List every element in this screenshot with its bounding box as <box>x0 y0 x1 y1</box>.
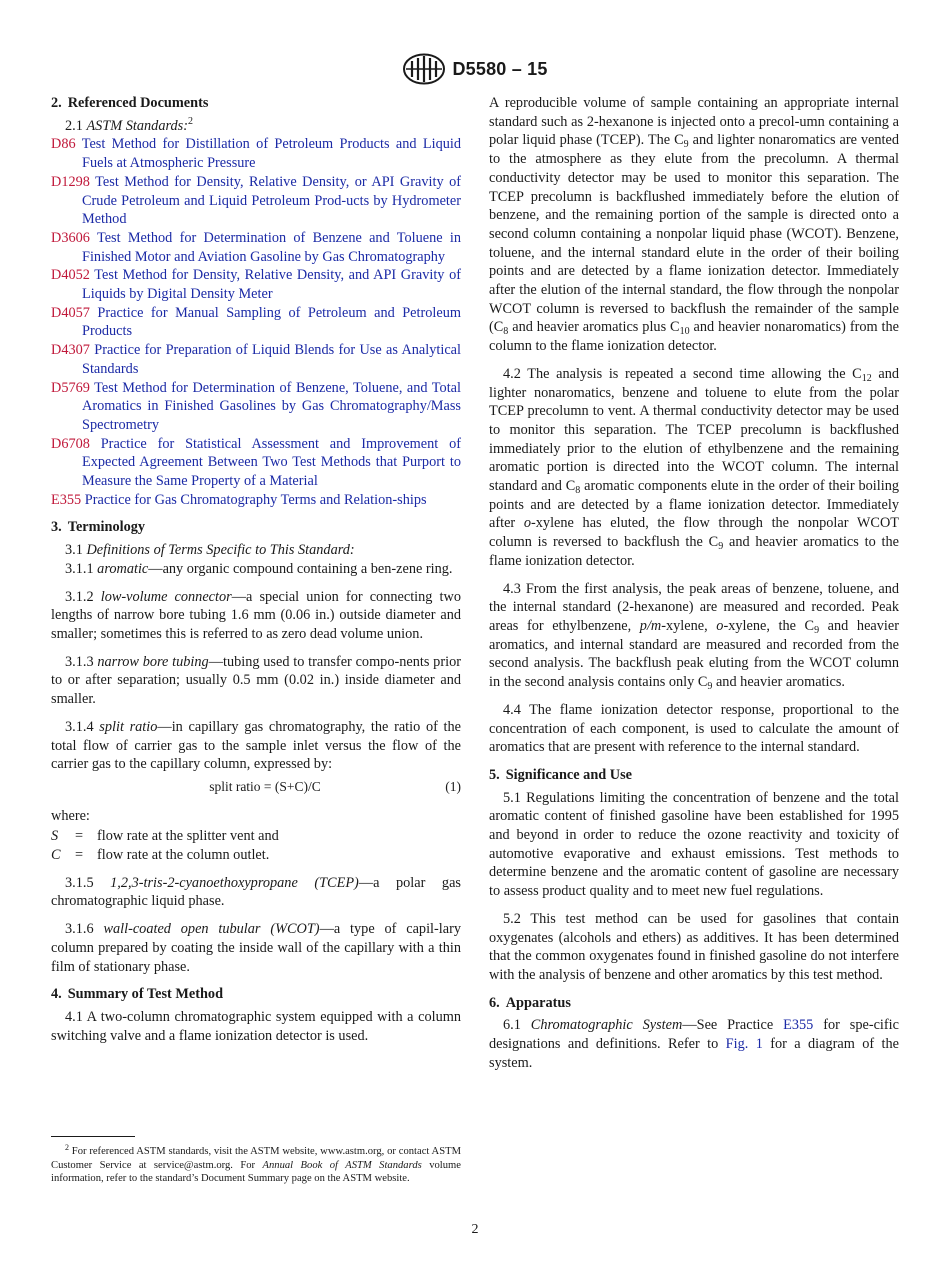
reference-item[interactable] <box>51 341 461 378</box>
paragraph-5-1: 5.1 Regulations limiting the concentration of benzene and the total aromatic content of finished gasoline have been established for 1995 and beyond in order to reduce the ozone reactivity and toxicity of automotive evaporative and exhaust emissions. Test methods to determine benzene and the aromatic content of gasoline are necessary to assess product quality and to meet new fuel regulations. <box>489 789 900 900</box>
paragraph-4-1-continued: A reproducible volume of sample containing an appropriate internal standard such as 2-hexanone is injected onto a precol-umn containing a polar liquid phase (TCEP). The $C_9$ and lighter nonaromatics are vented to the atmosphere as they elute from the precolumn. A thermal conductivity detector may be used to monitor this separation. The TCEP precolumn is backflushed immediately before the elution of benzene, and the remaining portion of the sample is directed onto a second column containing a nonpolar liquid phase (WCOT). Benzene, toluene, and the internal standard elute in the order of their boiling points and are detected by a flame ionization detector. Immediately after the elution of the internal standard, the flow through the nonpolar WCOT column is reversed to backflush the remainder of the sample ($C_8$ and heavier aromatics plus $C_{10}$ and heavier nonaromatics) from the column to the flame ionization detector. <box>489 95 900 355</box>
referenced-standards-list <box>51 135 461 509</box>
section-5-heading: 5. Significance and Use <box>489 766 633 783</box>
reference-code[interactable]: D4057 <box>51 304 90 321</box>
reference-item[interactable] <box>51 229 461 266</box>
paragraph-4-2: 4.2 The analysis is repeated a second time allowing the $C_{12}$ and lighter nonaromatics, benzene and toluene to elute from the polar TCEP precolumn to vent. A thermal conductivity detector may be used to monitor this separation. The TCEP precolumn is backflushed immediately prior to the elution of ethylbenzene and the remaining aromatic portion is directed into the WCOT column. The internal standard and $C_8$ aromatic components elute in the order of their boiling points and are detected by a flame ionization detector. Immediately after o-xylene has eluted, the flow through the nonpolar WCOT column is reversed to backflush the $C_9$ and heavier aromatics to the flame ionization detector. <box>489 365 900 569</box>
variable-description: flow rate at the splitter vent and <box>97 828 279 845</box>
variable-symbol: S <box>51 828 59 845</box>
document-designation: D5580 – 15 <box>452 58 548 79</box>
paragraph-3-1-2: 3.1.2 low-volume connector—a special union for connecting two lengths of narrow bore tubing 1.6 mm (0.06 in.) outside diameter and smaller; sometimes this is referred to as zero dead volume union. <box>51 588 461 642</box>
reference-code[interactable]: D1298 <box>51 173 90 190</box>
reference-item[interactable] <box>51 435 461 491</box>
paragraph-3-1-4: 3.1.4 split ratio—in capillary gas chromatography, the ratio of the total flow of carrier gas to the sample inlet versus the flow of the carrier gas to the capillary column, expressed by: <box>51 718 462 773</box>
reference-title[interactable]: Test Method for Determination of Benzene, Toluene, and Total Aromatics in Finished Gasolines by Gas Chromatography/Mass Spectrometry <box>82 379 461 433</box>
reference-title[interactable]: Practice for Preparation of Liquid Blends for Use as Analytical Standards <box>82 342 461 377</box>
left-column <box>51 94 461 1054</box>
reference-item[interactable] <box>51 379 461 435</box>
paragraph-3-1-3: 3.1.3 narrow bore tubing—tubing used to transfer compo-nents prior to or after separation; usually 0.5 mm (0.02 in.) inside diameter and smaller. <box>51 653 461 708</box>
footnote-ref-2[interactable]: 2 <box>188 115 193 127</box>
reference-item[interactable] <box>51 173 461 229</box>
reference-title[interactable]: Practice for Manual Sampling of Petroleum and Petroleum Products <box>82 304 461 340</box>
link-fig-1[interactable]: Fig. 1 <box>725 1036 763 1053</box>
paragraph-3-1-6: 3.1.6 wall-coated open tubular (WCOT)—a type of capil-lary column prepared by coating the inside wall of the capillary with a thin film of stationary phase. <box>51 921 462 975</box>
paragraph-4-1-start: 4.1 A two-column chromatographic system equipped with a column switching valve and a flame ionization detector is used. <box>51 1008 461 1044</box>
page-header <box>0 52 950 86</box>
variable-description: flow rate at the column outlet. <box>97 847 270 864</box>
equation-1 <box>51 778 461 797</box>
page-number: 2 <box>471 1222 479 1237</box>
reference-item[interactable] <box>51 135 461 172</box>
paragraph-4-4: 4.4 The flame ionization detector response, proportional to the concentration of each component, is used to calculate the amount of aromatics that are present with reference to the internal standard. <box>489 701 899 756</box>
section-4-heading: 4. Summary of Test Method <box>51 986 224 1003</box>
reference-title[interactable]: Test Method for Determination of Benzene and Toluene in Finished Motor and Aviation Gasoline by Gas Chromatography <box>82 229 461 265</box>
footnote-2: $^2$ For referenced ASTM standards, visit the ASTM website, www.astm.org, or contact ASTM Customer Service at service@astm.org. For Annual Book of ASTM Standards volume information, refer to the standard’s Document Summary page on the ASTM website. <box>51 1143 461 1185</box>
astm-logo-icon <box>402 53 446 85</box>
paragraph-4-3: 4.3 From the first analysis, the peak areas of benzene, toluene, and the internal standard (2-hexanone) are measured and recorded. Peak areas for ethylbenzene, p/m-xylene, o-xylene, the $C_9$ and heavier aromatics, and internal standard are measured and recorded from the second analysis. The backflush peak eluting from the WCOT column in the second analysis contains only $C_9$ and heavier aromatics. <box>489 580 900 693</box>
reference-code[interactable]: D86 <box>51 136 76 153</box>
variable-definitions <box>51 827 461 864</box>
reference-title[interactable]: Practice for Gas Chromatography Terms and Relation-ships <box>84 491 427 508</box>
equation-body: split ratio = (S+C)/C <box>209 778 321 794</box>
paragraph-3-1-5: 3.1.5 1,2,3-tris-2-cyanoethoxypropane (TCEP)—a polar gas chromatographic liquid phase. <box>51 874 461 910</box>
paragraph-3-1-1: 3.1.1 aromatic—any organic compound containing a ben-zene ring. <box>65 560 453 577</box>
reference-code[interactable]: D5769 <box>51 379 90 396</box>
section-6-heading: 6. Apparatus <box>489 994 571 1011</box>
reference-code[interactable]: D6708 <box>51 435 90 452</box>
reference-code[interactable]: D3606 <box>51 229 90 246</box>
paragraph-5-2: 5.2 This test method can be used for gasolines that contain oxygenates (alcohols and ethers) as additives. It has been determined that the common oxygenates found in finished gasoline do not interfere with the analysis of benzene and other aromatics by this test method. <box>489 910 899 983</box>
footnote-divider <box>51 1136 135 1137</box>
reference-code[interactable]: D4307 <box>51 342 90 359</box>
definition-row: C = flow rate at the column outlet. <box>51 847 270 864</box>
reference-item[interactable] <box>51 304 461 341</box>
definition-row: S = flow rate at the splitter vent and <box>51 828 279 845</box>
link-e355[interactable]: E355 <box>783 1017 814 1034</box>
equation-number: (1) <box>445 778 461 794</box>
reference-code[interactable]: E355 <box>51 491 82 508</box>
reference-title[interactable]: Test Method for Density, Relative Density, or API Gravity of Crude Petroleum and Liquid Petroleum Prod-ucts by Hydrometer Method <box>82 173 461 228</box>
reference-title[interactable]: Test Method for Density, Relative Density, and API Gravity of Liquids by Digital Density Meter <box>82 267 461 303</box>
where-label: where: <box>51 807 90 824</box>
reference-item[interactable] <box>51 266 461 303</box>
section-3-heading: 3. Terminology <box>51 519 146 536</box>
section-2-heading: 2. Referenced Documents <box>51 95 209 111</box>
subsection-2-1: 2.1 ASTM Standards:$^2$ <box>65 115 193 134</box>
reference-code[interactable]: D4052 <box>51 267 90 284</box>
reference-title[interactable]: Practice for Statistical Assessment and Improvement of Expected Agreement Between Two Test Methods that Purport to Measure the Same Property of a Material <box>82 435 461 490</box>
paragraph-6-1: 6.1 Chromatographic System—See Practice E355 for spe-cific designations and definitions. Refer to Fig. 1 for a diagram of the system. <box>489 1017 900 1071</box>
reference-item[interactable] <box>51 491 461 510</box>
right-column <box>489 94 899 1081</box>
paragraph-3-1: 3.1 Definitions of Terms Specific to This Standard: <box>65 542 355 559</box>
variable-symbol: C <box>51 847 61 864</box>
reference-title[interactable]: Test Method for Distillation of Petroleum Products and Liquid Fuels at Atmospheric Pressure <box>81 136 462 172</box>
